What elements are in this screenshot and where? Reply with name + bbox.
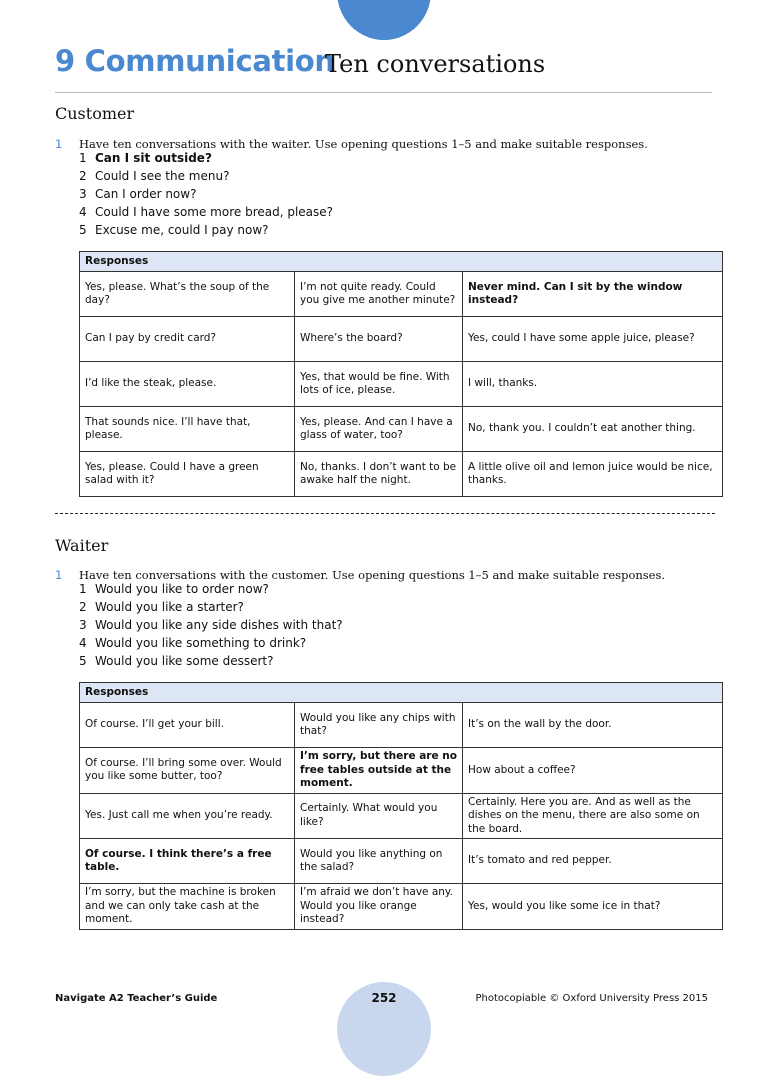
table-header: Responses	[80, 683, 723, 703]
table-cell: Yes, please. What’s the soup of the day?	[80, 272, 295, 317]
table-row	[80, 362, 723, 407]
table-cell: I’m sorry, but there are no free tables outside at the moment.	[295, 748, 463, 794]
list-item: 4 Would you like something to drink?	[79, 636, 307, 650]
waiter-instruction-number: 1	[55, 568, 63, 582]
waiter-heading: Waiter	[55, 536, 109, 555]
table-cell: A little olive oil and lemon juice would be nice, thanks.	[463, 452, 723, 497]
table-cell: No, thank you. I couldn’t eat another thing.	[463, 407, 723, 452]
table-cell: Would you like any chips with that?	[295, 703, 463, 748]
table-row	[80, 703, 723, 748]
list-item: 3 Can I order now?	[79, 187, 197, 201]
table-cell: Certainly. What would you like?	[295, 793, 463, 839]
table-cell: Certainly. Here you are. And as well as the dishes on the menu, there are also some on the board.	[463, 793, 723, 839]
page-number: 252	[371, 991, 397, 1005]
customer-instruction-text: Have ten conversations with the waiter. Use opening questions 1–5 and make suitable responses.	[79, 137, 648, 151]
table-cell: Yes, could I have some apple juice, please?	[463, 317, 723, 362]
table-cell: Never mind. Can I sit by the window instead?	[463, 272, 723, 317]
table-cell: That sounds nice. I’ll have that, please.	[80, 407, 295, 452]
header-divider	[55, 92, 712, 93]
table-row	[80, 272, 723, 317]
table-cell: Yes, would you like some ice in that?	[463, 884, 723, 930]
customer-responses-table	[79, 251, 723, 497]
customer-question-list	[79, 151, 333, 241]
table-row	[80, 748, 723, 794]
list-item: 5 Would you like some dessert?	[79, 654, 274, 668]
customer-heading: Customer	[55, 104, 135, 123]
table-cell: How about a coffee?	[463, 748, 723, 794]
customer-instruction-number: 1	[55, 137, 63, 151]
list-item: 5 Excuse me, could I pay now?	[79, 223, 269, 237]
table-row	[80, 452, 723, 497]
table-cell: Yes, please. Could I have a green salad with it?	[80, 452, 295, 497]
table-row	[80, 793, 723, 839]
footer-book-title: Navigate A2 Teacher’s Guide	[55, 993, 218, 1004]
table-cell: Of course. I’ll bring some over. Would you like some butter, too?	[80, 748, 295, 794]
page-header	[55, 44, 715, 94]
list-item: 4 Could I have some more bread, please?	[79, 205, 334, 219]
table-cell: I’m sorry, but the machine is broken and we can only take cash at the moment.	[80, 884, 295, 930]
cut-line-divider	[55, 513, 715, 514]
list-item: 1 Would you like to order now?	[79, 582, 269, 596]
table-cell: I’m not quite ready. Could you give me another minute?	[295, 272, 463, 317]
table-cell: No, thanks. I don’t want to be awake half the night.	[295, 452, 463, 497]
table-cell: Can I pay by credit card?	[80, 317, 295, 362]
table-cell: Yes, please. And can I have a glass of water, too?	[295, 407, 463, 452]
unit-title: 9 Communication	[55, 44, 335, 78]
table-row	[80, 884, 723, 930]
list-item: 2 Would you like a starter?	[79, 600, 244, 614]
page-title: Ten conversations	[325, 50, 546, 78]
waiter-responses-table	[79, 682, 723, 930]
table-cell: It’s on the wall by the door.	[463, 703, 723, 748]
table-header: Responses	[80, 252, 723, 272]
table-cell: I’m afraid we don’t have any. Would you like orange instead?	[295, 884, 463, 930]
table-cell: It’s tomato and red pepper.	[463, 839, 723, 884]
list-item: 1 Can I sit outside?	[79, 151, 212, 165]
table-cell: Yes, that would be fine. With lots of ice, please.	[295, 362, 463, 407]
waiter-instruction-text: Have ten conversations with the customer. Use opening questions 1–5 and make suitable responses.	[79, 568, 666, 582]
table-cell: Would you like anything on the salad?	[295, 839, 463, 884]
table-cell: I’d like the steak, please.	[80, 362, 295, 407]
footer-copyright: Photocopiable © Oxford University Press 2015	[475, 993, 708, 1004]
table-cell: Of course. I’ll get your bill.	[80, 703, 295, 748]
table-cell: Of course. I think there’s a free table.	[80, 839, 295, 884]
table-cell: Yes. Just call me when you’re ready.	[80, 793, 295, 839]
table-row	[80, 839, 723, 884]
waiter-question-list	[79, 582, 343, 672]
table-row	[80, 407, 723, 452]
table-row	[80, 317, 723, 362]
decorative-circle-top	[337, 0, 431, 40]
table-cell: I will, thanks.	[463, 362, 723, 407]
table-cell: Where’s the board?	[295, 317, 463, 362]
list-item: 3 Would you like any side dishes with that?	[79, 618, 343, 632]
list-item: 2 Could I see the menu?	[79, 169, 230, 183]
